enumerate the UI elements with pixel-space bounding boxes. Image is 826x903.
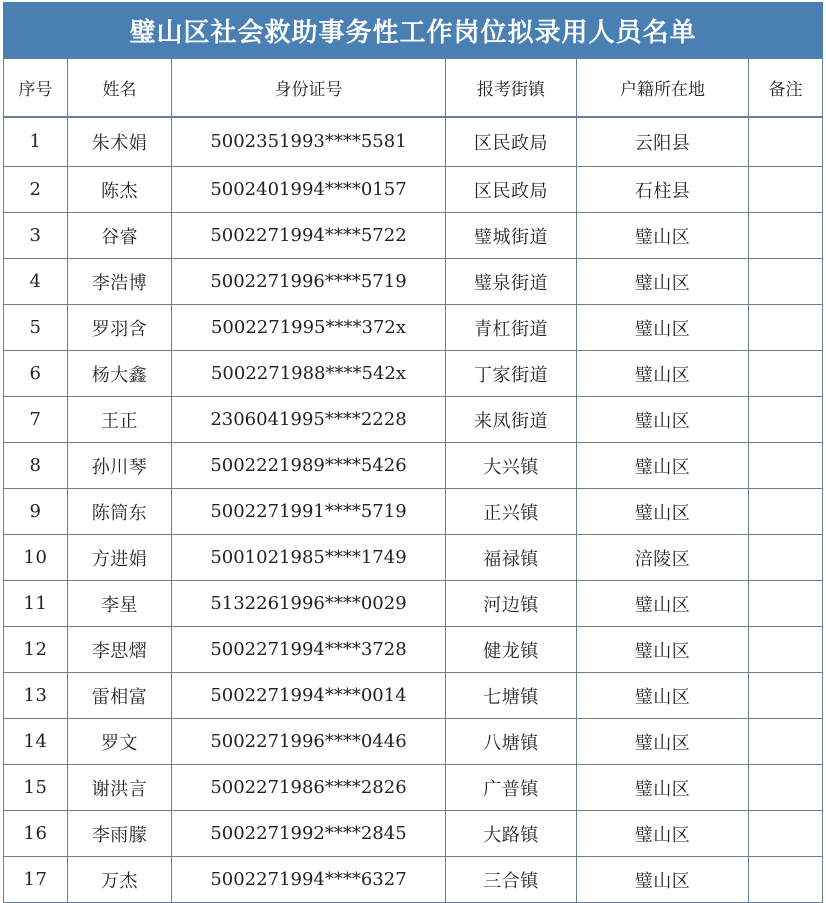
cell-note [749,535,823,581]
cell-registry: 璧山区 [577,305,749,351]
table-body [4,117,823,903]
cell-town: 河边镇 [446,581,577,627]
cell-note [749,443,823,489]
cell-name: 李星 [68,581,172,627]
cell-name: 杨大鑫 [68,351,172,397]
cell-name: 陈杰 [68,167,172,213]
cell-seq: 6 [4,351,68,397]
cell-town: 大兴镇 [446,443,577,489]
cell-note [749,857,823,903]
cell-seq: 15 [4,765,68,811]
table-row [4,811,823,857]
table-row [4,857,823,903]
cell-id: 5002351993****5581 [172,117,446,167]
table-row [4,719,823,765]
cell-name: 王正 [68,397,172,443]
cell-id: 5002271986****2826 [172,765,446,811]
table-header [4,59,823,117]
table-row [4,213,823,259]
cell-registry: 璧山区 [577,673,749,719]
cell-name: 谢洪言 [68,765,172,811]
cell-note [749,489,823,535]
cell-seq: 17 [4,857,68,903]
cell-note [749,811,823,857]
cell-note [749,351,823,397]
cell-note [749,719,823,765]
cell-town: 八塘镇 [446,719,577,765]
cell-seq: 7 [4,397,68,443]
cell-name: 朱术娟 [68,117,172,167]
cell-town: 正兴镇 [446,489,577,535]
cell-town: 丁家街道 [446,351,577,397]
cell-name: 孙川琴 [68,443,172,489]
cell-id: 5002271996****0446 [172,719,446,765]
table-row [4,765,823,811]
cell-id: 5002271994****6327 [172,857,446,903]
cell-id: 5002271994****3728 [172,627,446,673]
cell-note [749,765,823,811]
header-town: 报考街镇 [446,59,577,117]
hiring-list-table [3,58,823,903]
table-row [4,305,823,351]
table-row [4,351,823,397]
cell-registry: 涪陵区 [577,535,749,581]
table-row [4,259,823,305]
cell-registry: 石柱县 [577,167,749,213]
header-row [4,59,823,117]
cell-note [749,259,823,305]
header-seq: 序号 [4,59,68,117]
table-row [4,167,823,213]
cell-town: 来凤街道 [446,397,577,443]
cell-town: 健龙镇 [446,627,577,673]
cell-town: 大路镇 [446,811,577,857]
table-row [4,489,823,535]
cell-id: 5002271994****0014 [172,673,446,719]
cell-note [749,305,823,351]
header-note: 备注 [749,59,823,117]
cell-registry: 璧山区 [577,397,749,443]
cell-seq: 14 [4,719,68,765]
cell-seq: 2 [4,167,68,213]
cell-town: 福禄镇 [446,535,577,581]
cell-town: 七塘镇 [446,673,577,719]
cell-registry: 璧山区 [577,581,749,627]
table-row [4,535,823,581]
cell-name: 万杰 [68,857,172,903]
table-row [4,117,823,167]
header-id: 身份证号 [172,59,446,117]
cell-seq: 5 [4,305,68,351]
cell-name: 李浩博 [68,259,172,305]
table-row [4,397,823,443]
cell-name: 罗羽含 [68,305,172,351]
cell-note [749,673,823,719]
cell-id: 2306041995****2228 [172,397,446,443]
cell-seq: 10 [4,535,68,581]
table-row [4,627,823,673]
cell-note [749,397,823,443]
cell-registry: 云阳县 [577,117,749,167]
cell-note [749,117,823,167]
cell-name: 谷睿 [68,213,172,259]
cell-seq: 11 [4,581,68,627]
cell-town: 区民政局 [446,117,577,167]
cell-town: 区民政局 [446,167,577,213]
cell-registry: 璧山区 [577,719,749,765]
cell-seq: 4 [4,259,68,305]
cell-registry: 璧山区 [577,213,749,259]
table-row [4,673,823,719]
cell-town: 璧城街道 [446,213,577,259]
cell-town: 璧泉街道 [446,259,577,305]
cell-name: 方进娟 [68,535,172,581]
cell-id: 5001021985****1749 [172,535,446,581]
cell-seq: 9 [4,489,68,535]
cell-registry: 璧山区 [577,811,749,857]
cell-town: 青杠街道 [446,305,577,351]
cell-name: 罗文 [68,719,172,765]
cell-id: 5002271995****372x [172,305,446,351]
cell-id: 5002401994****0157 [172,167,446,213]
cell-town: 三合镇 [446,857,577,903]
cell-id: 5002271994****5722 [172,213,446,259]
table-row [4,443,823,489]
cell-registry: 璧山区 [577,259,749,305]
cell-registry: 璧山区 [577,857,749,903]
document-title: 璧山区社会救助事务性工作岗位拟录用人员名单 [3,2,823,58]
cell-name: 李雨朦 [68,811,172,857]
header-registry: 户籍所在地 [577,59,749,117]
table-row [4,581,823,627]
cell-seq: 1 [4,117,68,167]
cell-seq: 12 [4,627,68,673]
cell-id: 5002271996****5719 [172,259,446,305]
cell-note [749,627,823,673]
cell-name: 雷相富 [68,673,172,719]
cell-seq: 3 [4,213,68,259]
cell-note [749,167,823,213]
cell-seq: 13 [4,673,68,719]
cell-registry: 璧山区 [577,765,749,811]
cell-registry: 璧山区 [577,627,749,673]
cell-id: 5002271991****5719 [172,489,446,535]
cell-seq: 16 [4,811,68,857]
cell-id: 5002271992****2845 [172,811,446,857]
cell-id: 5132261996****0029 [172,581,446,627]
cell-registry: 璧山区 [577,443,749,489]
cell-registry: 璧山区 [577,351,749,397]
cell-id: 5002221989****5426 [172,443,446,489]
cell-town: 广普镇 [446,765,577,811]
header-name: 姓名 [68,59,172,117]
cell-seq: 8 [4,443,68,489]
cell-note [749,581,823,627]
cell-name: 李思熠 [68,627,172,673]
cell-name: 陈筒东 [68,489,172,535]
cell-note [749,213,823,259]
cell-id: 5002271988****542x [172,351,446,397]
cell-registry: 璧山区 [577,489,749,535]
